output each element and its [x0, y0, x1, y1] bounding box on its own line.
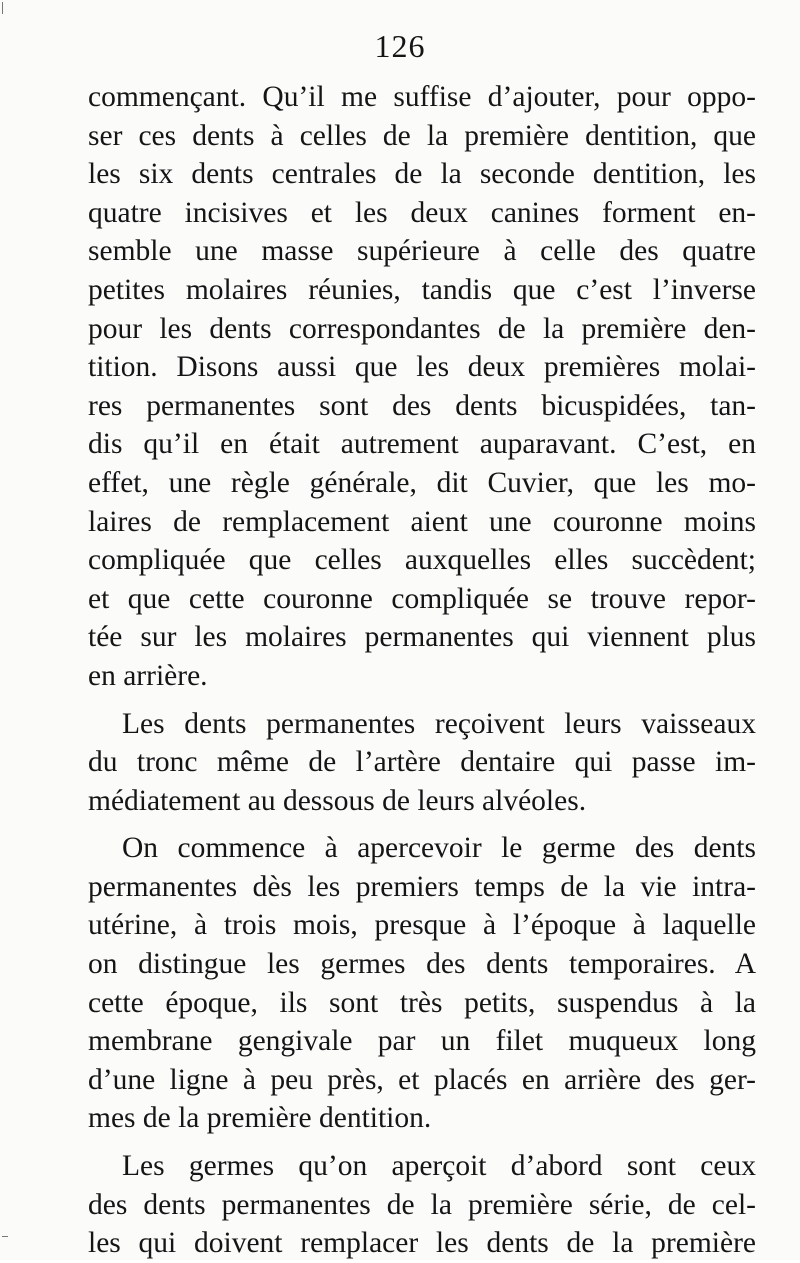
paragraph [88, 78, 756, 696]
text-line: tition. Disons aussi que les deux premières molai- [88, 351, 756, 384]
margin-mark [2, 1236, 8, 1237]
text-line: semble une masse supérieure à celle des quatre [88, 235, 756, 268]
text-line: médiatement au dessous de leurs alvéoles. [88, 784, 587, 817]
text-line: on distingue les germes des dents temporaires. A [88, 948, 756, 981]
margin-mark [2, 2, 3, 14]
text-line: res permanentes sont des dents bicuspidées, tan- [88, 389, 756, 422]
text-line: effet, une règle générale, dit Cuvier, que les mo- [88, 466, 756, 499]
text-line: mes de la première dentition. [88, 1102, 432, 1135]
text-line: pour les dents correspondantes de la première den- [88, 312, 756, 345]
text-line: laires de remplacement aient une couronne moins [88, 505, 756, 538]
text-line: tée sur les molaires permanentes qui viennent plus [88, 621, 756, 654]
text-line: commençant. Qu’il me suffise d’ajouter, pour oppo- [88, 81, 756, 113]
text-line: quatre incisives et les deux canines forment en- [88, 196, 756, 229]
text-line: les six dents centrales de la seconde dentition, les [88, 158, 756, 191]
text-line: Les dents permanentes reçoivent leurs vaisseaux [122, 707, 756, 740]
text-line: et que cette couronne compliquée se trouve repor- [88, 582, 756, 615]
text-line: dis qu’il en était autrement auparavant. C’est, en [88, 428, 756, 461]
text-line: On commence à apercevoir le germe des dents [122, 832, 756, 865]
text-line: permanentes dès les premiers temps de la vie intra- [88, 870, 756, 903]
paragraph [88, 829, 756, 1138]
page-number: 126 [374, 28, 426, 64]
text-line: petites molaires réunies, tandis que c’est l’inverse [88, 273, 756, 306]
text-line: cette époque, ils sont très petits, suspendus à la [88, 986, 756, 1019]
body-text [88, 78, 756, 1263]
text-line: des dents permanentes de la première série, de cel- [88, 1188, 756, 1221]
text-line: membrane gengivale par un filet muqueux long [88, 1025, 756, 1058]
text-line: du tronc même de l’artère dentaire qui passe im- [88, 746, 756, 779]
paragraph [88, 1147, 756, 1263]
text-line: ser ces dents à celles de la première dentition, que [88, 119, 756, 152]
paragraph [88, 705, 756, 821]
text-line: en arrière. [88, 659, 208, 692]
text-line: compliquée que celles auxquelles elles succèdent; [88, 544, 756, 577]
text-line: Les germes qu’on aperçoit d’abord sont ceux [122, 1150, 756, 1183]
text-line: d’une ligne à peu près, et placés en arrière des ger- [88, 1063, 756, 1096]
text-line: utérine, à trois mois, presque à l’époque à laquelle [88, 909, 756, 942]
text-line: les qui doivent remplacer les dents de la première [88, 1227, 756, 1260]
